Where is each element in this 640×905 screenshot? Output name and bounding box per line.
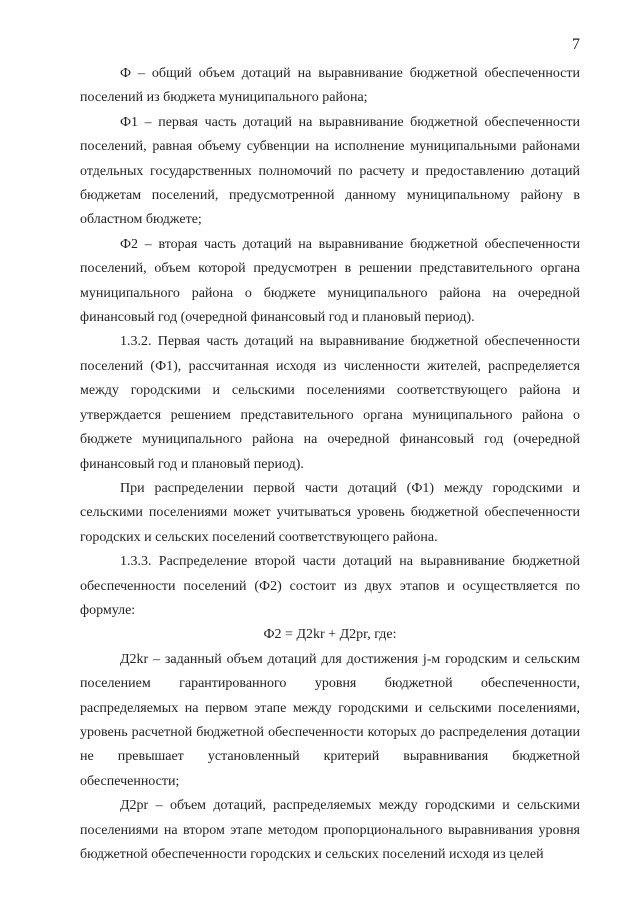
paragraph: Ф2 – вторая часть дотаций на выравнивание бюджетной обеспеченности поселений, объем которой предусмотрен в решении представительного органа муниципального района о бюджете муниципального района на очередной финансовый год (очередной финансовый год и плановый период). bbox=[80, 236, 580, 326]
formula: Ф2 = Д2kr + Д2pr, где: bbox=[263, 627, 397, 643]
paragraph: 1.3.2. Первая часть дотаций на выравнивание бюджетной обеспеченности поселений (Ф1), рассчитанная исходя из численности жителей, распределяется между городскими и сельскими поселениями соответствующего района и утверждается решением представительного органа муниципального района о бюджете муниципального района на очередной финансовый год (очередной финансовый год и плановый период). bbox=[80, 334, 580, 472]
paragraph: 1.3.3. Распределение второй части дотаций на выравнивание бюджетной обеспеченности поселений (Ф2) состоит из двух этапов и осуществляется по формуле: bbox=[80, 554, 580, 618]
paragraph: Д2kr – заданный объем дотаций для достижения j-м городским и сельским поселением гарантированного уровня бюджетной обеспеченности, распределяемых на первом этапе между городскими и сельскими поселениями, уровень расчетной бюджетной обеспеченности которых до распределения дотации не превышает установленный критерий выравнивания бюджетной обеспеченности; bbox=[80, 651, 580, 789]
paragraph: При распределении первой части дотаций (Ф1) между городскими и сельскими поселениями может учитываться уровень бюджетной обеспеченности городских и сельских поселений соответствующего района. bbox=[80, 480, 580, 545]
document-body bbox=[80, 62, 580, 867]
paragraph: Ф – общий объем дотаций на выравнивание бюджетной обеспеченности поселений из бюджета муниципального района; bbox=[80, 66, 580, 106]
paragraph: Ф1 – первая часть дотаций на выравнивание бюджетной обеспеченности поселений, равная объему субвенции на исполнение муниципальными районами отдельных государственных полномочий по расчету и предоставлению дотаций бюджетам поселений, предусмотренной данному муниципальному району в областном бюджете; bbox=[80, 114, 580, 228]
paragraph: Д2pr – объем дотаций, распределяемых между городскими и сельскими поселениями на втором этапе методом пропорционального выравнивания уровня бюджетной обеспеченности городских и сельских поселений исходя из целей bbox=[80, 798, 580, 862]
page-number: 7 bbox=[572, 36, 580, 53]
